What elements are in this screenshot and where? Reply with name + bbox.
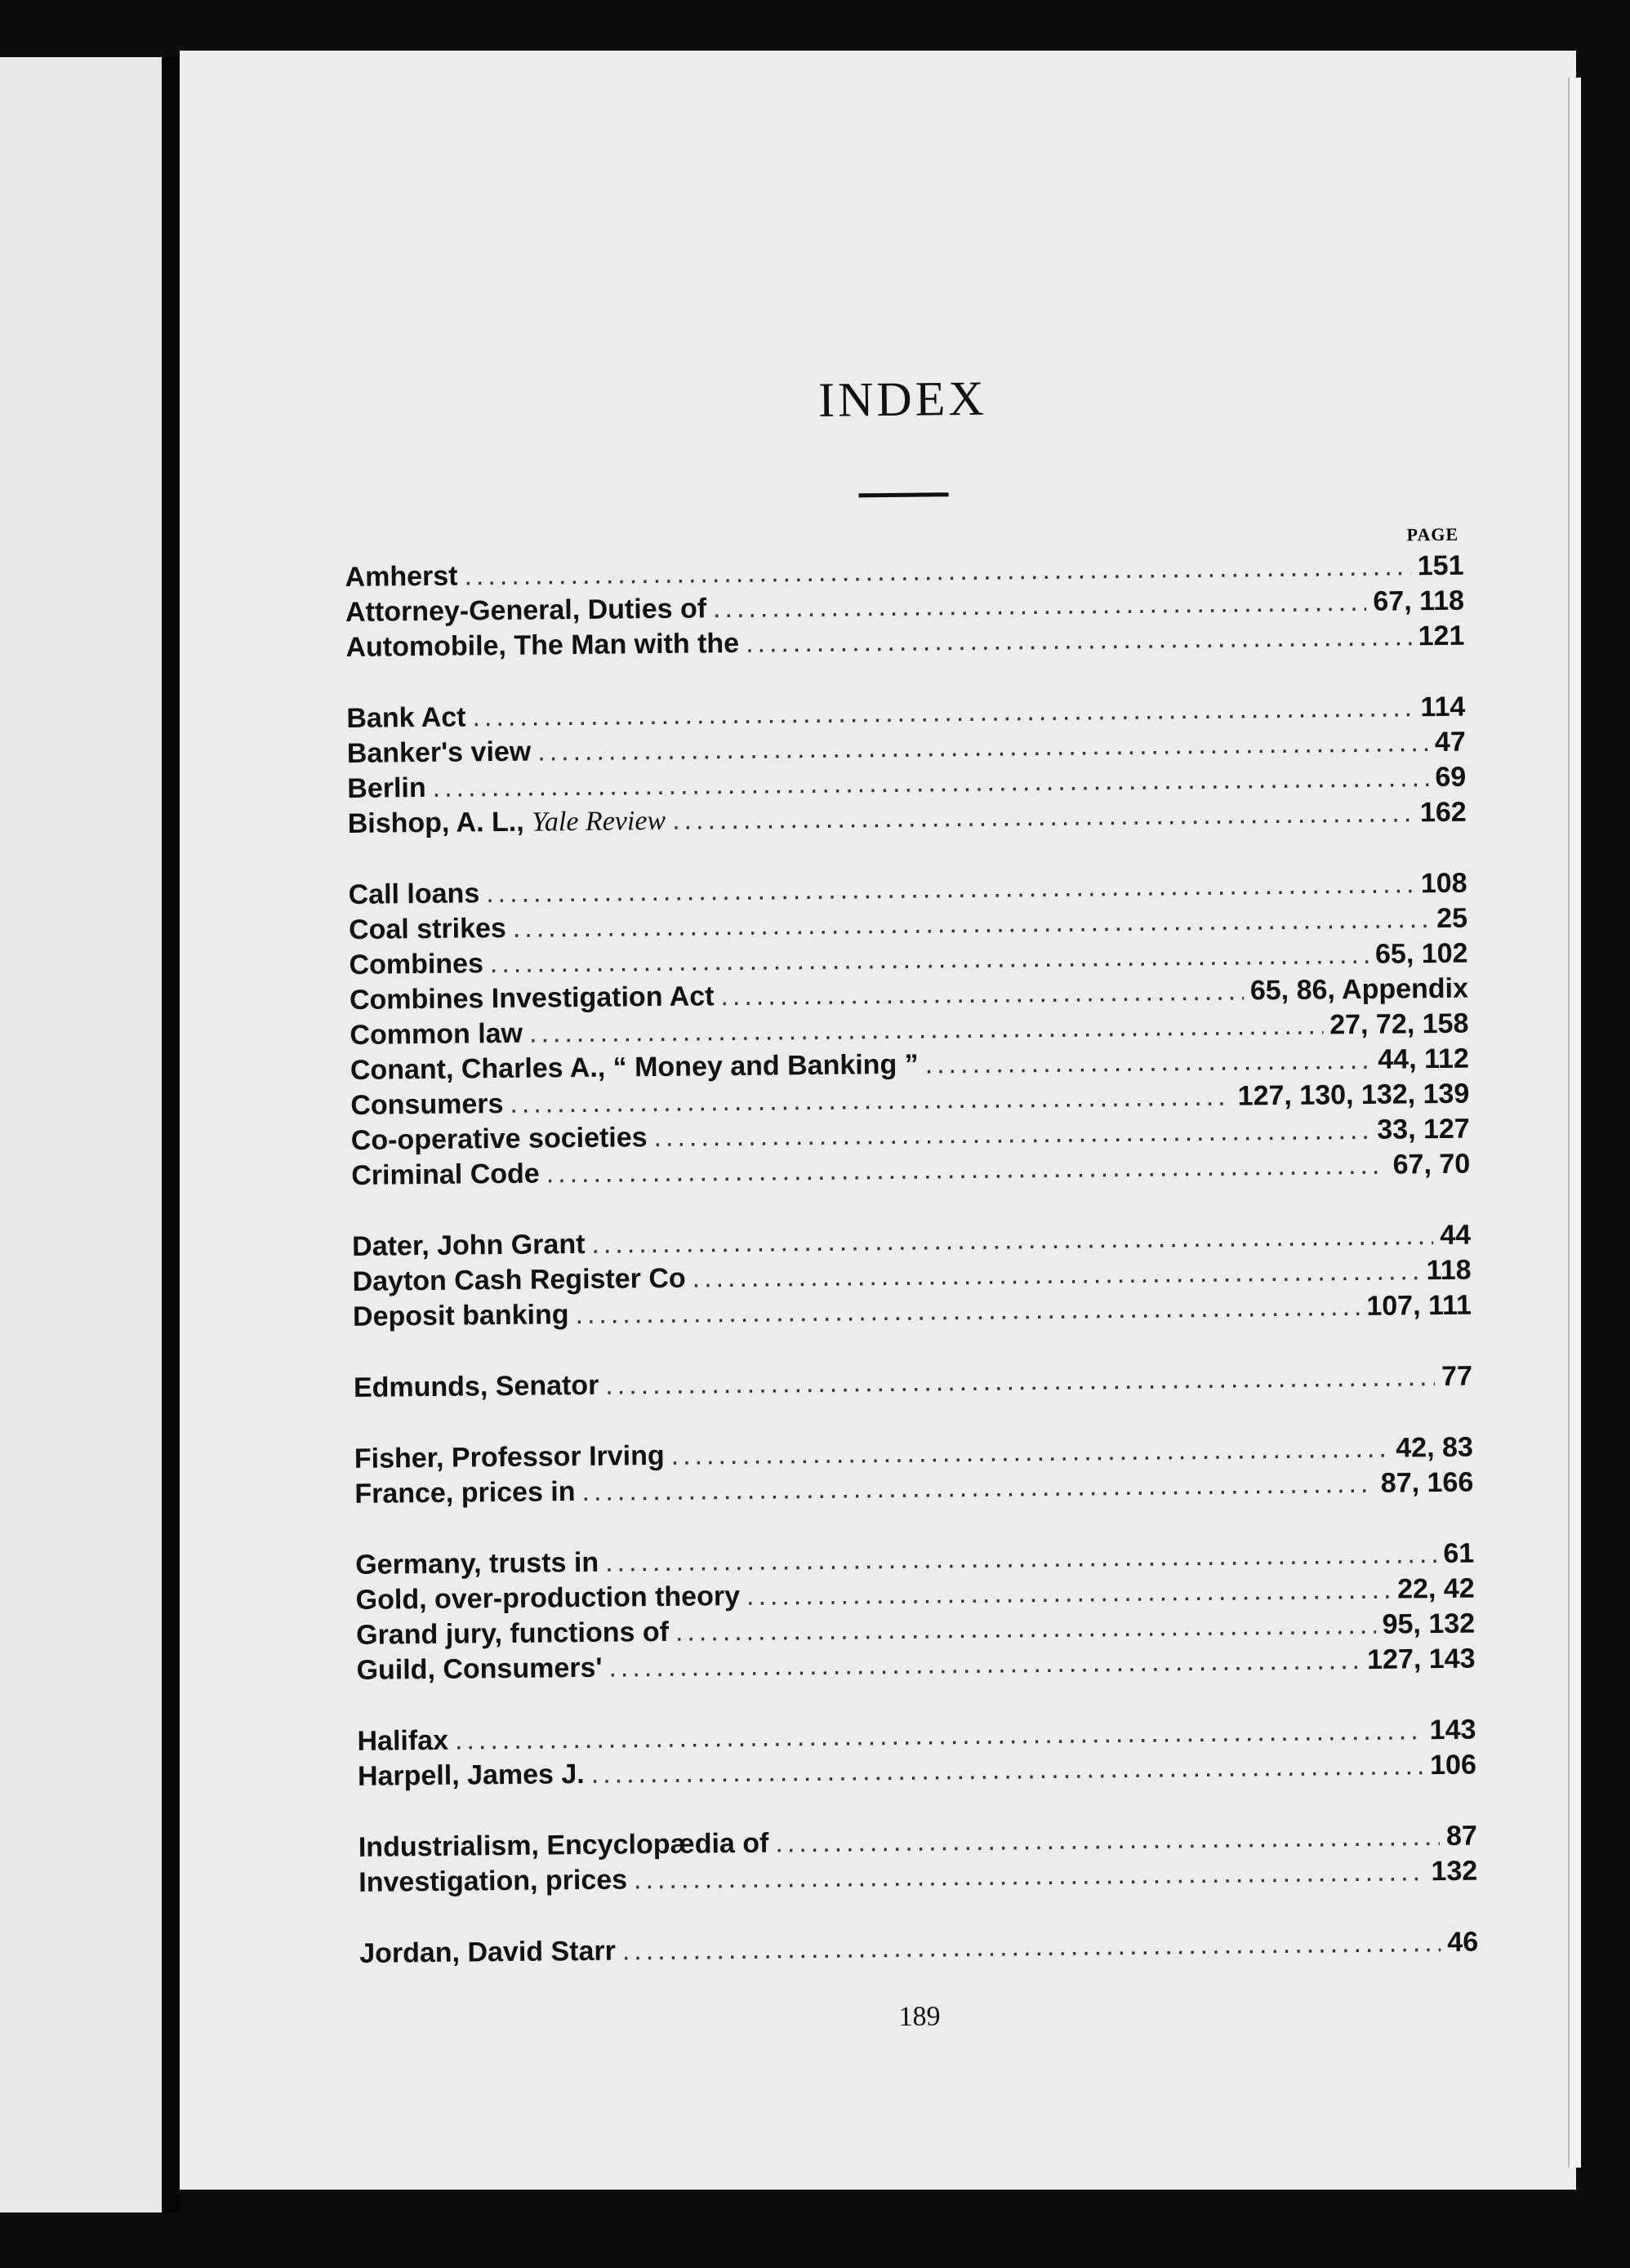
entry-name-text: Bank Act: [346, 701, 466, 734]
entry-pages: 25: [1436, 902, 1468, 935]
entry-pages: 127, 143: [1366, 1643, 1476, 1675]
entry-name-text: Combines: [349, 948, 484, 981]
entry-name: [348, 803, 666, 842]
facing-page: [0, 57, 162, 2212]
entry-name-italic: Yale Review: [531, 805, 666, 838]
dot-leader: [581, 1466, 1374, 1510]
entry-name: [351, 1120, 648, 1158]
index-group: [348, 866, 1470, 1194]
entry-pages: 118: [1426, 1254, 1472, 1287]
entry-name: [347, 735, 532, 772]
entry-pages: 22, 42: [1396, 1572, 1475, 1605]
entry-name: [346, 700, 466, 736]
entry-name: [345, 591, 707, 630]
entry-name: [350, 979, 715, 1018]
entry-pages: 67, 118: [1373, 585, 1465, 617]
entry-name-text: Dayton Cash Register Co: [352, 1262, 686, 1297]
dot-leader: [672, 795, 1414, 838]
entry-name-text: Deposit banking: [352, 1299, 569, 1332]
entry-pages: 162: [1419, 796, 1467, 829]
entry-name-text: Industrialism, Encyclopædia of: [358, 1827, 769, 1863]
entry-pages: 95, 132: [1382, 1608, 1476, 1640]
entry-name: [350, 1016, 523, 1053]
entry-name: [350, 1087, 504, 1123]
entry-name: [354, 1439, 665, 1477]
entry-name: [353, 1297, 569, 1335]
page-title: INDEX: [817, 371, 987, 427]
entry-name-text: France, prices in: [354, 1476, 576, 1510]
entry-name-text: Co-operative societies: [350, 1122, 648, 1156]
entry-name: [359, 1862, 627, 1900]
index-entries: [345, 549, 1478, 1972]
entry-name-text: Call loans: [348, 878, 480, 910]
entry-pages: 47: [1434, 726, 1466, 758]
entry-name: [355, 1579, 740, 1618]
entry-name: [355, 1545, 599, 1583]
title-rule: [859, 492, 949, 497]
entry-pages: 87, 166: [1380, 1466, 1474, 1499]
entry-name: [348, 876, 479, 913]
entry-name: [351, 1157, 540, 1194]
entry-pages: 65, 102: [1374, 937, 1468, 970]
index-group: [346, 690, 1467, 842]
page-number: 189: [898, 2001, 941, 2032]
entry-name-text: Amherst: [345, 560, 458, 593]
entry-name-text: Jordan, David Starr: [359, 1935, 617, 1969]
index-group: [359, 1925, 1478, 1972]
entry-name-text: Harpell, James J.: [357, 1758, 585, 1792]
dot-leader: [720, 973, 1244, 1014]
entry-name-text: Guild, Consumers': [356, 1652, 603, 1686]
book-spine: [162, 57, 180, 2212]
dot-leader: [924, 1043, 1371, 1083]
entry-name-text: Fisher, Professor Irving: [354, 1439, 665, 1474]
entry-name-text: Edmunds, Senator: [353, 1369, 599, 1403]
entry-pages: 132: [1431, 1855, 1478, 1888]
index-group: [354, 1430, 1474, 1512]
entry-name-text: Consumers: [350, 1087, 504, 1121]
entry-pages: 33, 127: [1377, 1113, 1470, 1145]
entry-name-text: Automobile, The Man with the: [345, 627, 740, 663]
entry-pages: 61: [1443, 1537, 1475, 1569]
entry-name-text: Bishop, A. L.,: [347, 806, 532, 839]
entry-pages: 107, 111: [1366, 1289, 1472, 1322]
entry-name: [359, 1826, 769, 1866]
entry-name-text: Berlin: [347, 772, 426, 804]
entry-pages: 143: [1429, 1714, 1476, 1746]
index-entry: [359, 1925, 1478, 1972]
index-entry: [354, 1359, 1472, 1406]
entry-pages: 46: [1447, 1926, 1479, 1958]
entry-name-text: Halifax: [357, 1724, 449, 1757]
entry-pages: 42, 83: [1396, 1431, 1473, 1464]
page-content: [343, 366, 1479, 2039]
entry-pages: 69: [1435, 761, 1467, 794]
index-group: [357, 1713, 1476, 1794]
entry-name-text: Germany, trusts in: [355, 1546, 599, 1581]
index-group: [359, 1819, 1478, 1901]
dot-leader: [605, 1359, 1435, 1403]
entry-name: [356, 1615, 669, 1653]
entry-pages: 151: [1417, 549, 1464, 582]
entry-name: [349, 911, 506, 948]
dot-leader: [746, 619, 1412, 661]
entry-name: [356, 1651, 602, 1688]
index-group: [352, 1218, 1472, 1335]
entry-name: [350, 1047, 919, 1088]
index-group: [354, 1359, 1472, 1406]
dot-leader: [608, 1643, 1361, 1686]
entry-name: [345, 626, 739, 665]
entry-name: [352, 1261, 686, 1300]
entry-pages: 106: [1429, 1749, 1477, 1781]
entry-name-text: Combines Investigation Act: [349, 981, 715, 1016]
entry-pages: 127, 130, 132, 139: [1237, 1078, 1470, 1112]
entry-name-text: Banker's view: [346, 736, 532, 769]
entry-name: [354, 1474, 576, 1512]
entry-name: [358, 1757, 585, 1794]
entry-name-text: Dater, John Grant: [351, 1228, 586, 1262]
entry-name-text: Coal strikes: [348, 912, 507, 945]
entry-pages: 114: [1420, 691, 1466, 723]
entry-pages: 27, 72, 158: [1329, 1007, 1469, 1041]
entry-name: [347, 771, 426, 807]
entry-name: [352, 1227, 586, 1265]
entry-name: [354, 1368, 599, 1406]
page-edge: [1568, 78, 1581, 2168]
index-group: [355, 1536, 1476, 1688]
entry-pages: 77: [1441, 1360, 1473, 1392]
entry-pages: 44, 112: [1378, 1043, 1470, 1075]
index-page: [180, 51, 1576, 2190]
entry-name-text: Attorney-General, Duties of: [345, 593, 707, 628]
entry-name: [349, 946, 483, 983]
entry-pages: 67, 70: [1392, 1148, 1471, 1181]
entry-pages: 65, 86, Appendix: [1249, 972, 1469, 1007]
entry-name: [345, 559, 457, 595]
page-column-label: PAGE: [1406, 523, 1459, 545]
entry-name: [357, 1723, 448, 1759]
entry-pages: 87: [1445, 1820, 1477, 1852]
entry-pages: 108: [1420, 867, 1467, 900]
entry-name-text: Gold, over-production theory: [355, 1580, 741, 1616]
dot-leader: [575, 1289, 1360, 1332]
entry-name: [359, 1934, 616, 1972]
entry-name-text: Investigation, prices: [359, 1864, 628, 1898]
entry-pages: 44: [1440, 1219, 1472, 1251]
entry-name-text: Criminal Code: [351, 1158, 540, 1191]
dot-leader: [622, 1925, 1441, 1968]
index-group: [345, 549, 1464, 665]
entry-name-text: Common law: [350, 1017, 523, 1051]
entry-name-text: Conant, Charles A., “ Money and Banking ”: [350, 1048, 919, 1086]
entry-pages: 121: [1418, 620, 1465, 652]
dot-leader: [634, 1854, 1425, 1897]
entry-name-text: Grand jury, functions of: [355, 1616, 670, 1651]
